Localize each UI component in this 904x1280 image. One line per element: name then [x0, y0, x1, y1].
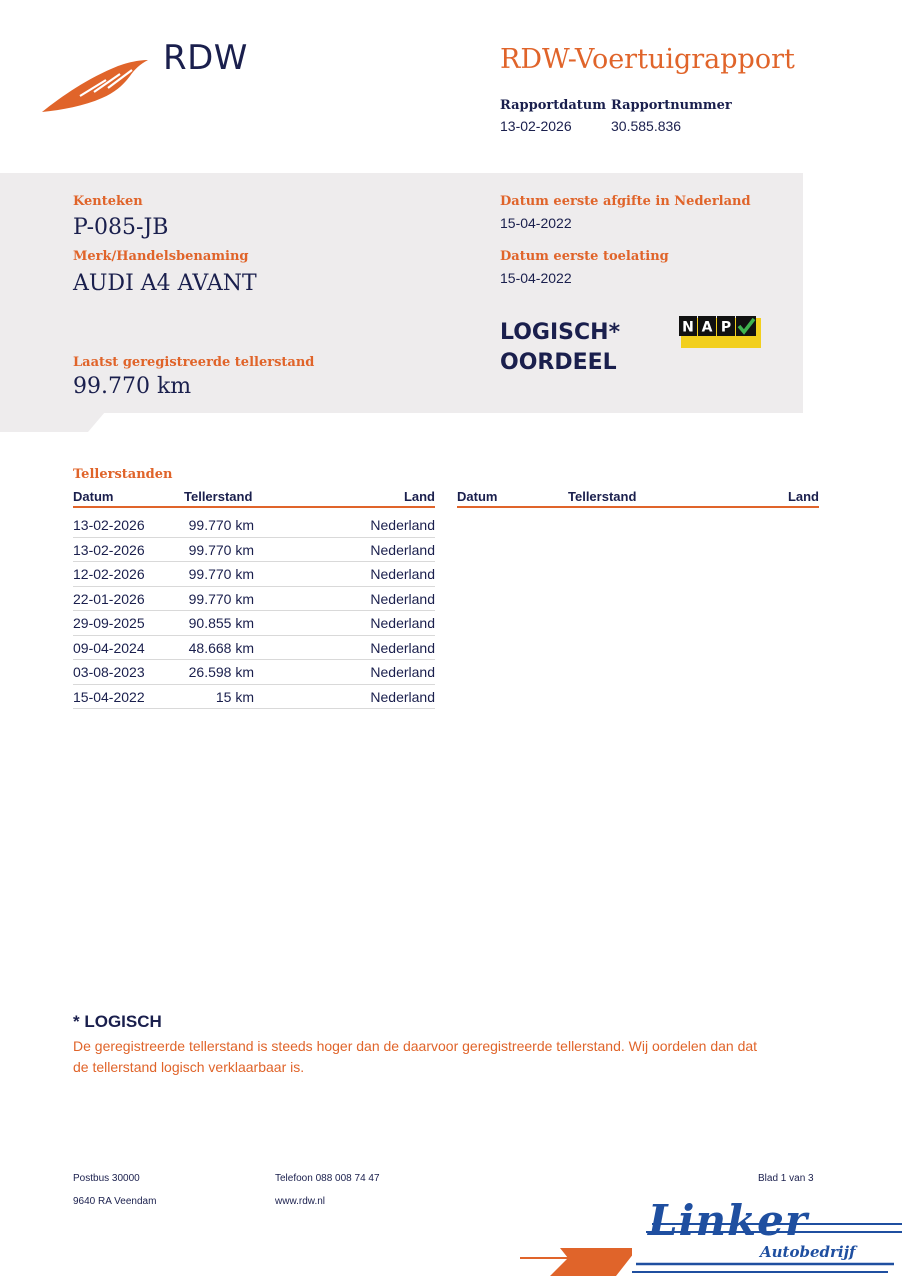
reading-country: Nederland — [370, 688, 435, 705]
report-number: 30.585.836 — [611, 118, 682, 134]
dealer-name: Linker — [648, 1196, 808, 1245]
verdict — [500, 318, 620, 378]
table-row — [73, 611, 435, 636]
nap-letter-p: P — [720, 319, 732, 336]
col-km: Tellerstand — [184, 489, 253, 504]
reading-date: 13-02-2026 — [73, 517, 145, 533]
verdict-line-2: OORDEEL — [500, 350, 617, 375]
footer-phone: Telefoon 088 008 74 47 — [275, 1173, 380, 1184]
reading-date: 22-01-2026 — [73, 590, 145, 607]
nap-badge — [679, 316, 761, 348]
reading-country: Nederland — [370, 615, 435, 631]
reading-date: 29-09-2025 — [73, 615, 145, 631]
col-date: Datum — [73, 489, 114, 504]
reading-date: 03-08-2023 — [73, 664, 145, 680]
make-label: Merk/Handelsbenaming — [73, 249, 249, 264]
reading-country: Nederland — [370, 639, 435, 656]
reading-km: 90.855 km — [188, 615, 254, 631]
table-row — [73, 538, 435, 563]
odometer-value: 99.770 km — [73, 374, 192, 399]
reading-km: 15 km — [215, 688, 254, 705]
odometer-label: Laatst geregistreerde tellerstand — [73, 355, 315, 370]
table-row — [73, 685, 435, 710]
reading-country: Nederland — [370, 590, 435, 607]
col-date-right: Datum — [457, 489, 498, 504]
reading-date: 15-04-2022 — [73, 688, 145, 705]
readings-table-right — [457, 488, 819, 508]
rdw-logo-icon — [40, 56, 150, 116]
note-text: De geregistreerde tellerstand is steeds hoger dan de daarvoor geregistreerde tellerstand. Wij oordelen dan dat de tellerstand logisch verklaarbaar is. — [73, 1038, 758, 1075]
reading-date: 12-02-2026 — [73, 566, 145, 582]
report-number-label: Rapportnummer — [611, 98, 732, 113]
reading-date: 09-04-2024 — [73, 639, 145, 656]
readings-table-header — [73, 488, 435, 508]
brand-name: RDW — [163, 38, 248, 78]
report-title: RDW-Voertuigrapport — [500, 44, 795, 75]
reading-km: 99.770 km — [188, 541, 254, 558]
report-date-label: Rapportdatum — [500, 98, 606, 113]
readings-title: Tellerstanden — [73, 467, 173, 482]
readings-table — [73, 488, 435, 709]
rdw-arrow-icon — [520, 1244, 640, 1280]
col-km-right: Tellerstand — [568, 489, 637, 504]
nap-letter-a: A — [701, 319, 713, 336]
dealer-subtitle: Autobedrijf — [760, 1243, 856, 1261]
table-row — [73, 562, 435, 587]
table-row — [73, 587, 435, 612]
reading-date: 13-02-2026 — [73, 541, 145, 558]
report-date: 13-02-2026 — [500, 118, 572, 134]
first-admission-date: 15-04-2022 — [500, 270, 572, 286]
reading-km: 99.770 km — [188, 566, 254, 582]
reading-km: 26.598 km — [188, 664, 254, 680]
table-row — [73, 513, 435, 538]
footer-city: 9640 RA Veendam — [73, 1196, 157, 1207]
reading-country: Nederland — [370, 541, 435, 558]
col-country: Land — [403, 489, 435, 504]
table-row — [73, 636, 435, 661]
first-issue-label: Datum eerste afgifte in Nederland — [500, 194, 751, 209]
first-issue-date: 15-04-2022 — [500, 215, 572, 231]
panel-tab-shape — [0, 412, 105, 432]
vehicle-make: AUDI A4 AVANT — [73, 271, 257, 296]
footer-postbus: Postbus 30000 — [73, 1173, 140, 1184]
verdict-line-1: LOGISCH* — [500, 320, 621, 345]
reading-km: 48.668 km — [188, 639, 254, 656]
reading-country: Nederland — [370, 517, 435, 533]
col-country-right: Land — [787, 489, 819, 504]
note-title: * LOGISCH — [73, 1012, 162, 1031]
reading-country: Nederland — [370, 566, 435, 582]
nap-letter-n: N — [682, 319, 694, 336]
readings-table-header-right — [457, 488, 819, 508]
reading-country: Nederland — [370, 664, 435, 680]
plate-label: Kenteken — [73, 194, 143, 209]
footer-page-number: Blad 1 van 3 — [758, 1173, 814, 1184]
reading-km: 99.770 km — [188, 590, 254, 607]
reading-km: 99.770 km — [188, 517, 254, 533]
first-admission-label: Datum eerste toelating — [500, 249, 669, 264]
footer-web-link[interactable]: www.rdw.nl — [275, 1196, 326, 1207]
table-row — [73, 660, 435, 685]
license-plate: P-085-JB — [73, 215, 169, 240]
